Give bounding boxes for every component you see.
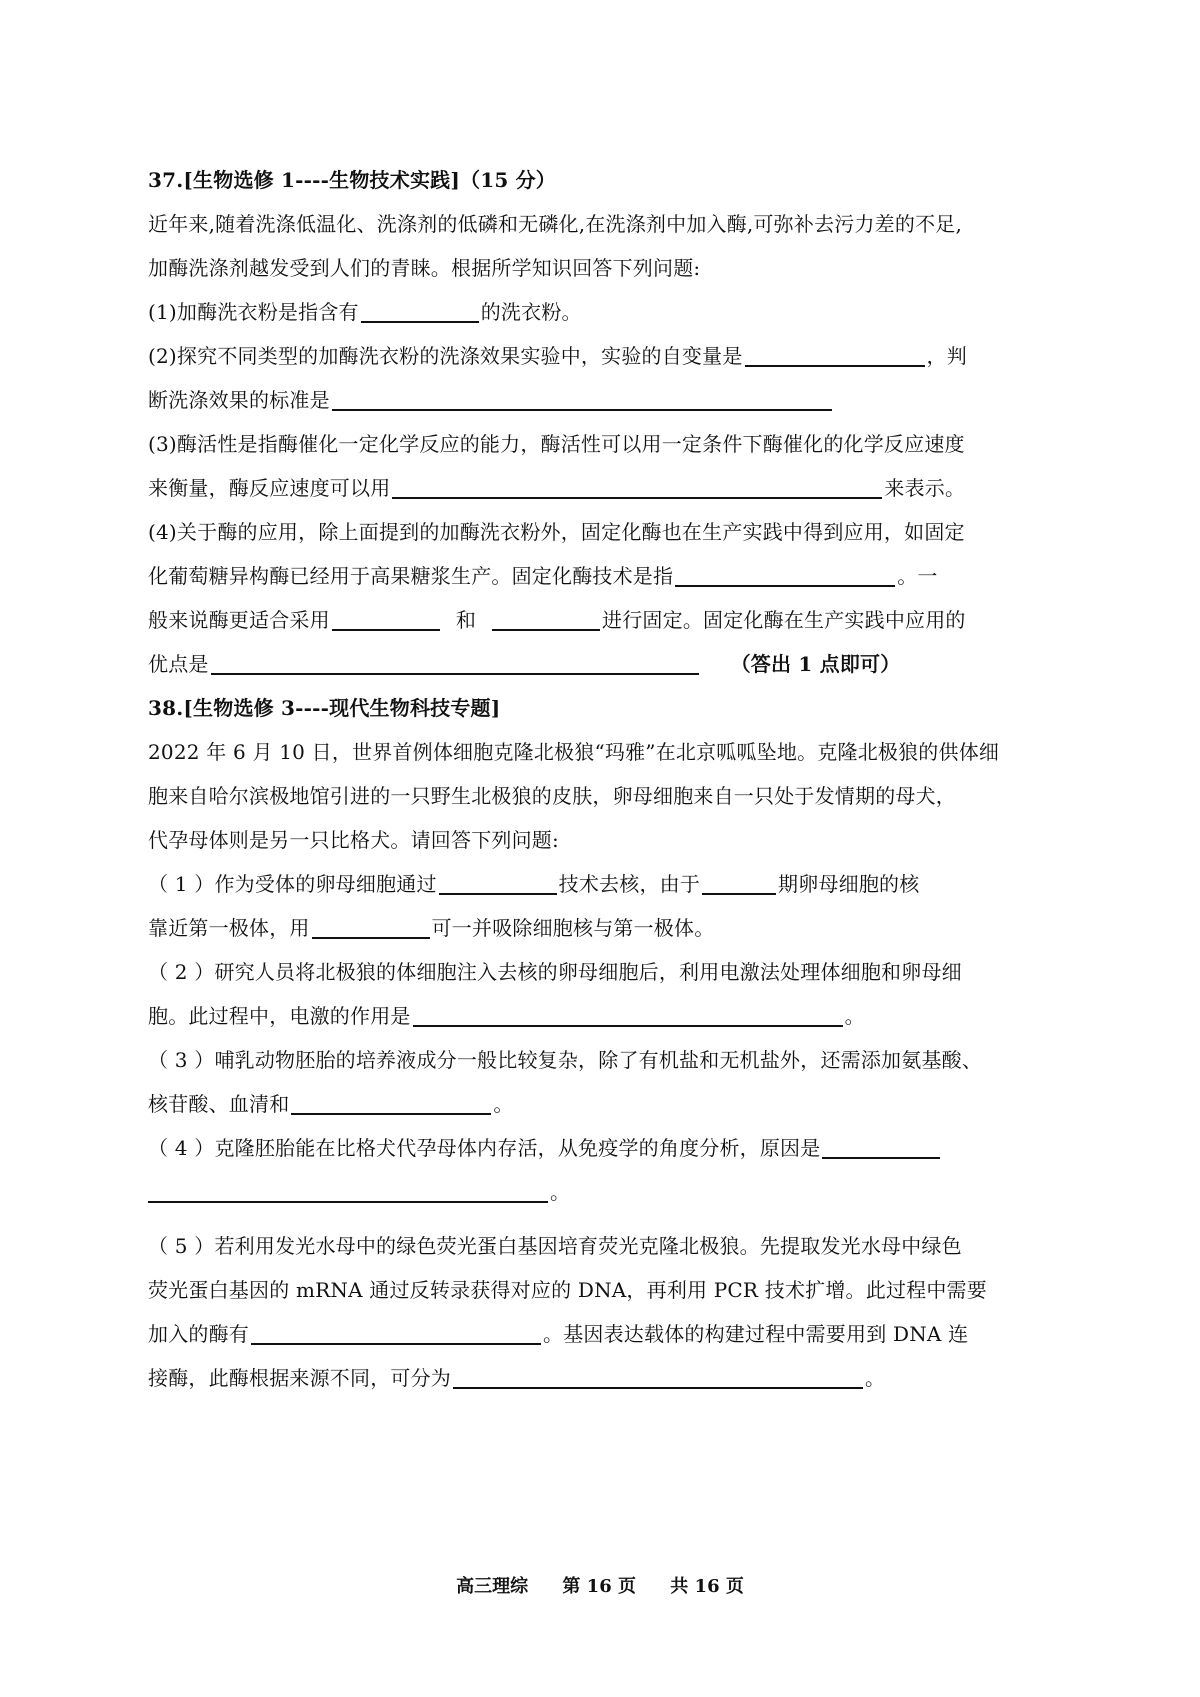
q37-p1-text-a: (1)加酶洗衣粉是指含有 bbox=[148, 300, 359, 324]
answer-blank[interactable] bbox=[439, 869, 557, 895]
footer-subject: 高三理综 bbox=[456, 1576, 529, 1597]
q38-p5-text-f: 。 bbox=[865, 1366, 886, 1390]
spacer bbox=[148, 1214, 1048, 1224]
q38-p4-text-c: 。 bbox=[550, 1180, 571, 1204]
q37-part-4-cont-2 bbox=[148, 598, 1048, 642]
q38-part-3-cont bbox=[148, 1082, 1048, 1126]
q37-p3-text-c: 来表示。 bbox=[884, 476, 966, 500]
q38-part-2: （ 2 ）研究人员将北极狼的体细胞注入去核的卵母细胞后，利用电激法处理体细胞和卵母细 bbox=[148, 960, 962, 984]
q37-part-4: (4)关于酶的应用，除上面提到的加酶洗衣粉外，固定化酶也在生产实践中得到应用，如固定 bbox=[148, 520, 965, 544]
question-37-heading: 37.[生物选修 1----生物技术实践]（15 分） bbox=[148, 168, 556, 192]
q38-p3-text-b: 核苷酸、血清和 bbox=[148, 1092, 290, 1116]
answer-blank[interactable] bbox=[675, 561, 895, 587]
q38-p1-text-e: 可一并吸除细胞核与第一极体。 bbox=[431, 916, 715, 940]
q38-p2-text-b: 胞。此过程中，电激的作用是 bbox=[148, 1004, 411, 1028]
q38-part-4-cont bbox=[148, 1170, 1048, 1214]
q37-p4-text-e: 和 bbox=[455, 608, 477, 632]
q37-intro-line-1: 近年来,随着洗涤低温化、洗涤剂的低磷和无磷化,在洗涤剂中加入酶,可弥补去污力差的不足, bbox=[148, 212, 963, 236]
answer-blank[interactable] bbox=[822, 1133, 940, 1159]
q37-part-1 bbox=[148, 290, 1048, 334]
q37-p4-text-c: 。一 bbox=[897, 564, 938, 588]
q38-intro-line-1: 2022 年 6 月 10 日，世界首例体细胞克隆北极狼“玛雅”在北京呱呱坠地。克隆北极狼的供体细 bbox=[148, 740, 1000, 764]
q37-part-4-cont-3 bbox=[148, 642, 1048, 686]
q38-part-3: （ 3 ）哺乳动物胚胎的培养液成分一般比较复杂，除了有机盐和无机盐外，还需添加氨基酸、 bbox=[148, 1048, 983, 1072]
q37-p2-text-c: 断洗涤效果的标准是 bbox=[148, 388, 330, 412]
q37-p3-text-b: 来衡量，酶反应速度可以用 bbox=[148, 476, 391, 500]
q38-p2-text-c: 。 bbox=[844, 1004, 865, 1028]
q38-p5-text-e: 接酶，此酶根据来源不同，可分为 bbox=[148, 1366, 451, 1390]
q37-p1-text-b: 的洗衣粉。 bbox=[480, 300, 582, 324]
footer-total-pages: 共 16 页 bbox=[670, 1576, 744, 1597]
answer-blank[interactable] bbox=[392, 473, 882, 499]
q38-p5-text-d: 。基因表达载体的构建过程中需要用到 DNA 连 bbox=[543, 1322, 969, 1346]
q37-part-4-cont-1 bbox=[148, 554, 1048, 598]
q38-part-5-cont-1: 荧光蛋白基因的 mRNA 通过反转录获得对应的 DNA，再利用 PCR 技术扩增。此过程中需要 bbox=[148, 1278, 987, 1302]
q38-p4-text-a: （ 4 ）克隆胚胎能在比格犬代孕母体内存活，从免疫学的角度分析，原因是 bbox=[148, 1136, 821, 1160]
q38-part-1 bbox=[148, 862, 1048, 906]
question-38-heading: 38.[生物选修 3----现代生物科技专题] bbox=[148, 696, 501, 720]
answer-blank[interactable] bbox=[291, 1089, 491, 1115]
q37-p4-text-f: 进行固定。固定化酶在生产实践中应用的 bbox=[602, 608, 966, 632]
answer-blank[interactable] bbox=[251, 1319, 541, 1345]
page-content bbox=[148, 158, 1048, 1400]
q38-part-5: （ 5 ）若利用发光水母中的绿色荧光蛋白基因培育荧光克隆北极狼。先提取发光水母中绿色 bbox=[148, 1234, 962, 1258]
q37-p4-text-g: 优点是 bbox=[148, 652, 209, 676]
answer-blank[interactable] bbox=[211, 649, 699, 675]
q38-part-5-cont-3 bbox=[148, 1356, 1048, 1400]
answer-blank[interactable] bbox=[413, 1001, 843, 1027]
q37-part-3-cont bbox=[148, 466, 1048, 510]
answer-blank[interactable] bbox=[702, 869, 776, 895]
q37-part-2-cont bbox=[148, 378, 1048, 422]
answer-blank[interactable] bbox=[148, 1177, 548, 1203]
q37-p4-text-d: 般来说酶更适合采用 bbox=[148, 608, 330, 632]
q37-p2-text-b: ，判 bbox=[926, 344, 967, 368]
q38-intro-line-2: 胞来自哈尔滨极地馆引进的一只野生北极狼的皮肤，卵母细胞来自一只处于发情期的母犬， bbox=[148, 784, 956, 808]
q38-part-5-cont-2 bbox=[148, 1312, 1048, 1356]
answer-blank[interactable] bbox=[332, 385, 832, 411]
q37-p2-text-a: (2)探究不同类型的加酶洗衣粉的洗涤效果实验中，实验的自变量是 bbox=[148, 344, 743, 368]
q38-p1-text-a: （ 1 ）作为受体的卵母细胞通过 bbox=[148, 872, 437, 896]
q38-p1-text-d: 靠近第一极体，用 bbox=[148, 916, 310, 940]
q38-p5-text-c: 加入的酶有 bbox=[148, 1322, 249, 1346]
q38-part-2-cont bbox=[148, 994, 1048, 1038]
answer-blank[interactable] bbox=[312, 913, 430, 939]
answer-blank[interactable] bbox=[492, 605, 600, 631]
footer-page-number: 第 16 页 bbox=[562, 1576, 636, 1597]
answer-blank[interactable] bbox=[745, 341, 925, 367]
page-footer bbox=[0, 1572, 1200, 1598]
q38-part-1-cont bbox=[148, 906, 1048, 950]
answer-blank[interactable] bbox=[332, 605, 440, 631]
q37-intro-line-2: 加酶洗涤剂越发受到人们的青睐。根据所学知识回答下列问题: bbox=[148, 256, 701, 280]
q37-part-3: (3)酶活性是指酶催化一定化学反应的能力，酶活性可以用一定条件下酶催化的化学反应速度 bbox=[148, 432, 965, 456]
q37-p4-note: （答出 1 点即可） bbox=[730, 652, 901, 676]
answer-blank[interactable] bbox=[453, 1363, 863, 1389]
q37-p4-text-b: 化葡萄糖异构酶已经用于高果糖浆生产。固定化酶技术是指 bbox=[148, 564, 674, 588]
q38-intro-line-3: 代孕母体则是另一只比格犬。请回答下列问题: bbox=[148, 828, 559, 852]
q38-p1-text-c: 期卵母细胞的核 bbox=[778, 872, 920, 896]
q38-p1-text-b: 技术去核，由于 bbox=[558, 872, 701, 896]
q38-part-4 bbox=[148, 1126, 1048, 1170]
answer-blank[interactable] bbox=[361, 297, 479, 323]
q38-p3-text-c: 。 bbox=[493, 1092, 514, 1116]
q37-part-2 bbox=[148, 334, 1048, 378]
